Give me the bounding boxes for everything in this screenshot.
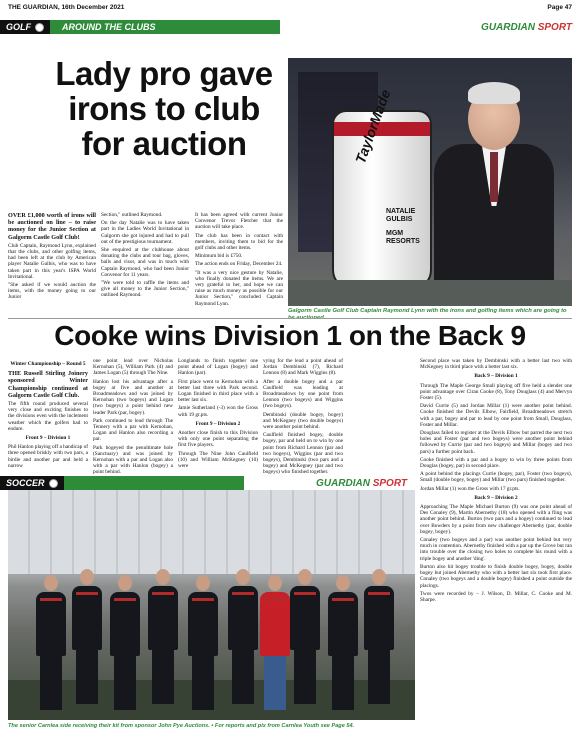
- soccer-section-bar: [0, 476, 415, 490]
- football-icon: [49, 479, 58, 488]
- story2-paragraph: Park continued to lead through The Tennery with a par with Kernohan, Logan and Hanlon also recording a par.: [93, 417, 173, 443]
- story1-paragraph: "She asked if we would auction the items, with the money going to our Junior: [8, 282, 96, 301]
- story2-column-3: [178, 358, 258, 471]
- story2-subheading: Back 9 – Division 1: [474, 373, 518, 380]
- player-figure: [228, 569, 258, 704]
- soccer-photo-caption: The senior Carnlea side receiving their kit from sponsor John Pye Auctions. • For reports and pix from Carnlea Youth see Page 54.: [8, 723, 355, 729]
- story1-paragraph: "We were told to raffle the items and give all money to the Junior Section," outlined Raymond.: [101, 280, 189, 299]
- story2-column-5: [420, 358, 572, 605]
- story2-paragraph: Phil Hanlon playing off a handicap of three opened briskly with two pars, a birdie and another par and held a narrow: [8, 444, 88, 469]
- golf-ball-icon: [35, 23, 44, 32]
- story2-paragraph: Park bogeyed the penultimate hole (Sanctuary) and was joined by Kernohan with a par and Logan also with a par with Hanlon (bogey) a point behind.: [93, 444, 173, 476]
- story1-paragraph: The action ends on Friday, December 24.: [195, 261, 283, 268]
- story2-paragraph: vying for the lead a point ahead of Jordan Dembinski (7), Richard Lennon (8) and Mark Wiggins (8).: [263, 358, 343, 377]
- bag-brand-text: TaylorMade: [352, 87, 394, 166]
- sponsor-figure: [260, 575, 290, 710]
- story1-headline: Lady pro gave irons to club for auction: [55, 55, 273, 162]
- story1-paragraph: Minimum bid is £750.: [195, 253, 243, 260]
- story2-paragraph: Douglass failed to register at the Devils Elbow but parred the next two holes and Foster (par and two bogeys) were another point behind followed by Currie (par and two bogeys) and Millar (bogey and two pars) a further point back.: [420, 430, 572, 455]
- player-figure: [188, 575, 218, 710]
- story2-paragraph: Jamie Sutherland (-3) won the Gross with 19 gr.pts.: [178, 405, 258, 418]
- story2-paragraph: Another close finish to this Division with only one point separating the first five players.: [178, 430, 258, 449]
- story2-paragraph: A point behind the placings Currie (bogey, par), Foster (two bogeys), Small (double bogey, bogey) and Millar (two pars) finished together.: [420, 471, 572, 484]
- story2-paragraph: Through The Nine John Caulfield (10) and William McKegney (10) were: [178, 450, 258, 470]
- guardian-sport-brand: GUARDIAN SPORT: [481, 21, 572, 33]
- story2-paragraph: After a double bogey and a par Caulfield was leading at Broadmeadows by one point from Lennon (two bogeys) and Wiggins (two bogeys).: [263, 378, 343, 410]
- masthead: [8, 4, 572, 16]
- story2-subheading: Winter Championship – Round 5: [10, 361, 86, 367]
- story2-paragraph: Approaching The Maple Michael Burton (9) was one point ahead of Des Conaley (9), Martin Abernethy (18) who opened with a fling was another point behind. Burton (two pars and a bogey) continued to lead over Bowders by a point from new challenger Abernethy (par, double bogey, bogey).: [420, 504, 572, 535]
- story2-paragraph: Dembinski (double bogey, bogey) and McKegney (two double bogeys) were another point behind.: [263, 411, 343, 431]
- story2-subheading: Front 9 – Division 2: [195, 420, 241, 427]
- story2-paragraph: Conaley (two bogeys and a par) was another point behind but very much in contention. Abernethy finished with a par up the Grove but ran into trouble over the closing two holes to complete his round with a triple bogey and another 'ding'.: [420, 537, 572, 562]
- masthead-page-number: Page 47: [547, 4, 572, 11]
- story2-paragraph: Jordan Millar (1) won the Gross with 17 gr.pts.: [420, 485, 520, 492]
- story2-paragraph: THE Russell Stirling Joinery sponsored Winter Championship continued at Galgorm Castle Golf Club.: [8, 370, 88, 399]
- player-figure: [72, 569, 102, 704]
- bag-player-name: NATALIE GULBIS MGM RESORTS: [386, 208, 420, 245]
- story2-paragraph: Twos were recorded by – J. Wilson, D. Millar, C. Cooke and M. Sharpe.: [420, 590, 572, 603]
- story1-paragraph: Club Captain, Raymond Lynn, explained that the clubs, and other golfing items, had been left at the club by American player Natalie Gulbis, who was to have taken part in this year's ISPA World Invitational.: [8, 242, 96, 280]
- story2-paragraph: Through The Maple George Small playing off five held a slender one point advantage over Ciran Cooke (8), Tony Douglass (4) and Mervyn Foster (5).: [420, 382, 572, 402]
- soccer-section-label: SOCCER: [0, 476, 64, 490]
- story2-paragraph: Second place was taken by Dembinski with a better last two with McKegney in third place with a better last six.: [420, 358, 572, 371]
- story1-column-1: [8, 212, 96, 303]
- story1-paragraph: On the day Natalie was to have taken part in the Ladies World Invitational in Galgorm she got injured and had to pull out of the prestigious tournament.: [101, 220, 189, 245]
- section-divider: [8, 318, 572, 319]
- masthead-publication: THE GUARDIAN, 16th December 2021: [8, 4, 125, 11]
- golf-captain-photo: [288, 58, 572, 306]
- story2-headline: Cooke wins Division 1 on the Back 9: [54, 320, 526, 351]
- story2-column-1: [8, 358, 88, 471]
- story1-photo-caption: Galgorm Castle Golf Club Captain Raymond Lynn with the irons and golfing items which are going to: [288, 308, 567, 314]
- guardian-sport-brand: GUARDIAN SPORT: [316, 477, 407, 489]
- golf-section-bar: [0, 20, 580, 34]
- around-the-clubs-label: AROUND THE CLUBS: [50, 20, 280, 34]
- story1-paragraph: It has been agreed with current Junior Convenor Trevor Fletcher that the auction will take place.: [195, 212, 283, 231]
- player-figure: [290, 569, 320, 704]
- story1-paragraph: She enquired at the clubhouse about donating the clubs and tour bag, gloves, balls and visor, and was in touch with Captain Raymond, who had been Junior Convenor for 11 years.: [101, 247, 189, 278]
- story2-subheading: Back 9 – Division 2: [474, 494, 518, 501]
- story2-paragraph: First place went to Kernohan with a better last three with Park second. Logan finished in third place with a better last six.: [178, 378, 258, 404]
- soccer-green-strip: [64, 476, 244, 490]
- story2-paragraph: Burton also hit bogey trouble to finish double bogey, bogey, double bogey but joined Abernethy who with a better last six took first place. Conaley (two bogeys and a double bogey) finished a point outside the placings.: [420, 563, 572, 589]
- story2-column-4: [263, 358, 343, 478]
- story2-paragraph: one point lead over Nicholas Kernohan (5), William Park (4) and James Logan (5) through The Nine.: [93, 358, 173, 377]
- player-figure: [328, 575, 358, 710]
- story1-intro: OVER £1,000 worth of irons will be auctioned on line – to raise money for the Junior Section at Galgorm Castle Golf Club!: [8, 212, 96, 241]
- player-figure: [364, 569, 394, 704]
- player-figure: [36, 575, 66, 710]
- story2-paragraph: Cooke finished with a par and a bogey to win by three points from Douglas (bogey, par) in second place.: [420, 456, 572, 470]
- club-captain-figure: [434, 88, 554, 306]
- golf-bag: [332, 87, 432, 290]
- story1-column-2: [101, 212, 189, 301]
- player-figure: [110, 575, 140, 710]
- story2-paragraph: Longlands to finish together one point ahead of Logan (bogey) and Hanlon (par).: [178, 358, 258, 377]
- story2-paragraph: The fifth round produced several very close and exciting finishes to the divisions even with the inclement weather which the golfers had to endure.: [8, 401, 88, 432]
- story2-paragraph: Caulfield finished bogey, double bogey, par and held on to win by one point from Richard Lennon (par and two bogeys), Wiggins (par and two bogeys), Dembinski (two pars and a bogey) and McKegney (par and two bogeys) who finished together.: [263, 432, 343, 476]
- story1-column-3: [195, 212, 283, 309]
- story2-paragraph: Hanlon lost his advantage after a bogey at five and another at Broadmeadows and was joined by Kernohan (two bogeys) and Logan (two bogeys) a point behind new leader Park (par, bogey).: [93, 378, 173, 416]
- story2-subheading: Front 9 – Division 1: [25, 435, 71, 442]
- story2-paragraph: David Currie (5) and Jordan Millar (1) were another point behind. Cooke finished the Devils Elbow, Fairfield, Broadmeadows stretch with a par, bogey and par to lead by one point from Small, Douglass, Foster and Millar.: [420, 403, 572, 428]
- carnlea-team-photo: [8, 490, 415, 720]
- story1-paragraph: Section," outlined Raymond.: [101, 212, 163, 218]
- story1-paragraph: "It was a very nice gesture by Natalie, who finally donated the items. We are very grateful to her, and hope we can raise as much money as possible for our Junior Section," concluded Captain Raymond Lynn.: [195, 269, 283, 307]
- team-players: [28, 530, 408, 710]
- story1-paragraph: The club has been in contact with members, inviting them to bid for the golf clubs and other items.: [195, 232, 283, 252]
- player-figure: [148, 569, 178, 704]
- golf-section-label: GOLF: [0, 20, 50, 34]
- story2-column-2: [93, 358, 173, 486]
